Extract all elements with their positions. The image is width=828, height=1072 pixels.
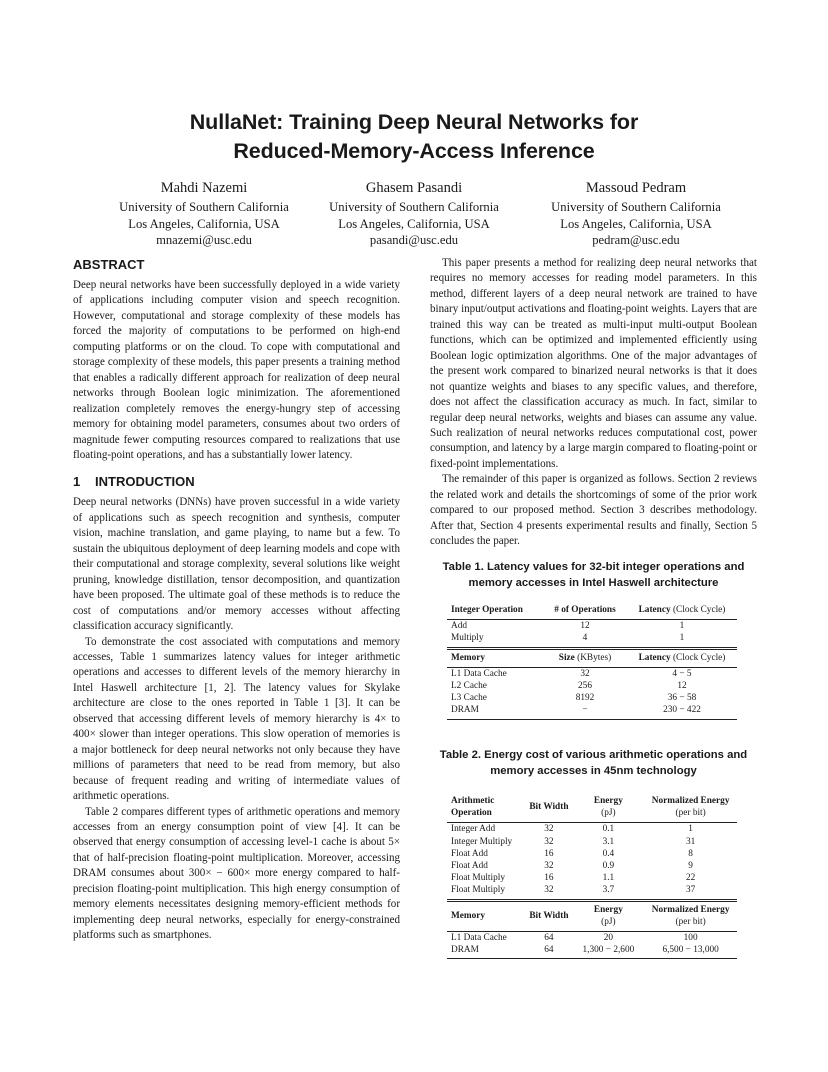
author-affiliation: University of Southern California (551, 200, 721, 214)
caption-line: memory accesses in 45nm technology (490, 764, 697, 777)
cell: 64 (544, 933, 554, 944)
caption-line: Table 1. Latency values for 32-bit integer operations and (442, 561, 745, 573)
cell: − (543, 704, 627, 719)
introduction-heading (73, 473, 400, 490)
header-cell (627, 602, 737, 620)
header-bold: Size (558, 652, 575, 663)
table-row (447, 704, 737, 719)
header-cell: Memory (447, 900, 525, 931)
table-row (447, 884, 737, 900)
table-row (447, 632, 737, 648)
table-row (447, 932, 737, 945)
table-2 (447, 793, 737, 959)
cell: 0.9 (602, 861, 615, 872)
table-header (447, 900, 737, 931)
header-bold: Latency (638, 605, 671, 615)
cell: 8 (688, 848, 693, 859)
cell: 32 (544, 861, 554, 872)
table-row (447, 836, 737, 848)
table-header (447, 602, 737, 620)
cell: Float Add (451, 861, 488, 872)
author-email[interactable]: mnazemi@usc.edu (156, 233, 252, 248)
cell: DRAM (447, 704, 543, 719)
cell: Add (451, 621, 468, 632)
abstract-heading: ABSTRACT (73, 257, 145, 272)
table-row (447, 848, 737, 860)
cell: 12 (677, 681, 687, 692)
table-row (447, 944, 737, 959)
header-line: (per bit) (675, 916, 706, 927)
intro-paragraph-3: Table 2 compares different types of arithmetic operations and memory accesses from an energy consumption point of view [4]. It can be observed that energy consumption of accessing level-1 cache is about 5× that of half-precision floating-point multiplication. Moreover, accessing DRAM consumes about 300× − 600× more energy compared to half-precision floating-point multiplication. This high energy consumption of memory elements necessitates designing memory-efficient methods for implementing deep neural networks, especially for energy-constrained platforms such as smartphones. (73, 805, 400, 942)
author-2 (294, 179, 534, 249)
caption-line: Table 2. Energy cost of various arithmetic operations and (439, 749, 748, 761)
author-name: Massoud Pedram (585, 180, 687, 196)
cell: Float Add (451, 848, 488, 859)
cell: 32 (580, 668, 590, 679)
header-cell (644, 900, 737, 931)
header-unit: (KBytes) (574, 652, 612, 663)
cell: Integer Multiply (451, 836, 513, 847)
cell: DRAM (447, 944, 525, 959)
cell: 37 (644, 884, 737, 900)
cell: 32 (544, 824, 554, 835)
cell: 1 (627, 632, 737, 648)
cell: 22 (685, 873, 696, 884)
cell: Float Multiply (451, 873, 505, 884)
caption-line: memory accesses in Intel Haswell architecture (468, 576, 719, 589)
author-1 (84, 179, 324, 249)
author-location: Los Angeles, California, USA (338, 216, 490, 231)
header-cell (627, 648, 737, 667)
title-line-2: Reduced-Memory-Access Inference (233, 139, 595, 163)
cell: 20 (603, 933, 614, 944)
header-line: Operation (451, 808, 492, 819)
cell: 3.1 (602, 836, 615, 847)
table-row (447, 860, 737, 872)
cell: 100 (683, 933, 698, 944)
cell: 9 (688, 861, 693, 872)
left-column (73, 256, 400, 944)
intro-paragraph-2: To demonstrate the cost associated with computations and memory accesses, Table 1 summarizes latency values for integer arithmetic operations and accesses to different levels of the memory hierarchy in Intel Haswell architecture [1, 2]. The latency values for Skylake architecture are close to the ones reported in Table 1 [3]. It can be observed that accessing different levels of memory hierarchy is 4× to 400× slower than integer operations. This slow operation of memories is a major bottleneck for deep neural networks not only because they have millions of parameters that need to be read from memory, but also because of frequent reading and writing of intermediate values of arithmetic operations. (73, 635, 400, 803)
cell: 3.7 (573, 884, 645, 900)
cell: 12 (580, 621, 590, 632)
header-line: Arithmetic (451, 796, 495, 806)
header-cell: Bit Width (525, 793, 572, 823)
table-row (447, 692, 737, 704)
cell: 0.1 (602, 824, 615, 835)
table-row (447, 620, 737, 633)
cell: L3 Cache (451, 693, 487, 704)
table-2-caption (430, 748, 757, 779)
header-unit: (Clock Cycle) (670, 605, 726, 615)
header-line: Normalized Energy (651, 904, 730, 915)
cell: 16 (544, 873, 554, 884)
section-title: INTRODUCTION (95, 474, 195, 490)
header-cell (644, 793, 737, 823)
header-line: (pJ) (601, 808, 616, 819)
author-email[interactable]: pedram@usc.edu (592, 233, 680, 248)
right-paragraph-2: The remainder of this paper is organized as follows. Section 2 reviews the related work and details the shortcomings of some of the prior work compared to our proposed method. Section 3 describes methodology. After that, Section 4 presents experimental results and finally, Section 5 concludes the paper. (430, 473, 757, 548)
cell: 32 (525, 884, 572, 900)
paper-title (0, 108, 828, 166)
right-column (430, 256, 757, 550)
cell: 31 (685, 836, 696, 847)
author-location: Los Angeles, California, USA (560, 216, 712, 231)
section-number: 1 (73, 474, 81, 490)
cell: 6,500 − 13,000 (644, 944, 737, 959)
cell: Integer Add (451, 824, 496, 835)
header-cell (573, 900, 645, 931)
header-line: Normalized Energy (651, 796, 730, 806)
cell: 1.1 (602, 873, 615, 884)
table-row (447, 680, 737, 692)
author-3 (516, 179, 756, 249)
header-line: (pJ) (601, 916, 616, 927)
cell: L1 Data Cache (451, 668, 507, 679)
table-1 (447, 602, 737, 720)
table-row (447, 872, 737, 884)
header-line: Energy (593, 796, 623, 806)
cell: 230 − 422 (627, 704, 737, 719)
author-name: Ghasem Pasandi (365, 180, 463, 196)
header-cell (543, 648, 627, 667)
cell: L1 Data Cache (451, 933, 507, 944)
table-row (447, 667, 737, 680)
header-bold: Latency (638, 652, 671, 663)
table-1-caption (430, 560, 757, 591)
header-unit: (Clock Cycle) (670, 652, 726, 663)
cell: 8192 (575, 693, 595, 704)
abstract-text: Deep neural networks have been successfully deployed in a wide variety of applications including computer vision and speech recognition. However, computational and storage complexity of these models has forced the majority of computations to be performed on high-end computing platforms or on the cloud. To cope with computational and storage complexity of these models, this paper presents a training method that enables a radically different approach for realization of deep neural networks through Boolean logic minimization. The aforementioned realization completely removes the energy-hungry step of accessing memory for obtaining model parameters, consumes about two orders of magnitude fewer computing resources compared to realizations that use floating-point operations, and has a substantially lower latency. (73, 279, 400, 461)
header-cell: # of Operations (543, 602, 627, 620)
header-line: Energy (593, 904, 623, 915)
cell: Multiply (447, 632, 543, 648)
cell: 64 (525, 944, 572, 959)
title-line-1: NullaNet: Training Deep Neural Networks for (189, 110, 639, 134)
table-header (447, 648, 737, 667)
cell: L2 Cache (451, 681, 487, 692)
intro-paragraph-1: Deep neural networks (DNNs) have proven successful in a wide variety of applications such as speech recognition and synthesis, computer vision, machine translation, and game playing, to name but a few. To sustain the ubiquitous deployment of deep learning models and cope with their computational and storage complexity, several solutions like weight pruning, knowledge distillation, tensor decomposition, and quantization have been proposed. The ultimate goal of these methods is to reduce the cost of computations and/or memory accesses without affecting classification accuracy significantly. (73, 496, 400, 633)
header-cell: Bit Width (525, 900, 572, 931)
cell: 4 (543, 632, 627, 648)
author-affiliation: University of Southern California (329, 200, 499, 214)
table-header (447, 793, 737, 823)
table-row (447, 823, 737, 836)
cell: 16 (544, 848, 554, 859)
cell: 1 (688, 824, 693, 835)
author-email[interactable]: pasandi@usc.edu (369, 233, 459, 248)
header-cell: Integer Operation (447, 602, 543, 620)
cell: Float Multiply (447, 884, 525, 900)
cell: 32 (544, 836, 554, 847)
header-cell: Memory (447, 648, 543, 667)
author-location: Los Angeles, California, USA (128, 216, 280, 231)
header-cell (447, 793, 525, 823)
header-cell (573, 793, 645, 823)
cell: 1 (679, 621, 685, 632)
header-line: (per bit) (675, 808, 706, 819)
cell: 0.4 (602, 848, 615, 859)
cell: 36 − 58 (667, 693, 697, 704)
author-name: Mahdi Nazemi (160, 180, 248, 196)
author-affiliation: University of Southern California (119, 200, 289, 214)
cell: 256 (578, 681, 592, 692)
right-paragraph-1: This paper presents a method for realizing deep neural networks that requires no memory accesses for reading model parameters. In this method, different layers of a deep neural network are trained to have binary input/output activations and floating-point weights. Layers that are trained this way can be treated as multi-input multi-output Boolean functions, which can be optimized and implemented efficiently using Boolean logic optimization algorithms. One of the major advantages of the present work compared to binarized neural networks is that it does not quantize weights and biases to any specific values, and therefore, does not affect the classification accuracy as much. In fact, similar to regular deep neural networks, weights and biases can assume any value. Such realization of neural networks reduces computational cost, power consumption, and latency by a large margin compared to floating-point or fixed-point implementations. (430, 257, 757, 470)
cell: 1,300 − 2,600 (573, 944, 645, 959)
cell: 4 − 5 (672, 668, 692, 679)
